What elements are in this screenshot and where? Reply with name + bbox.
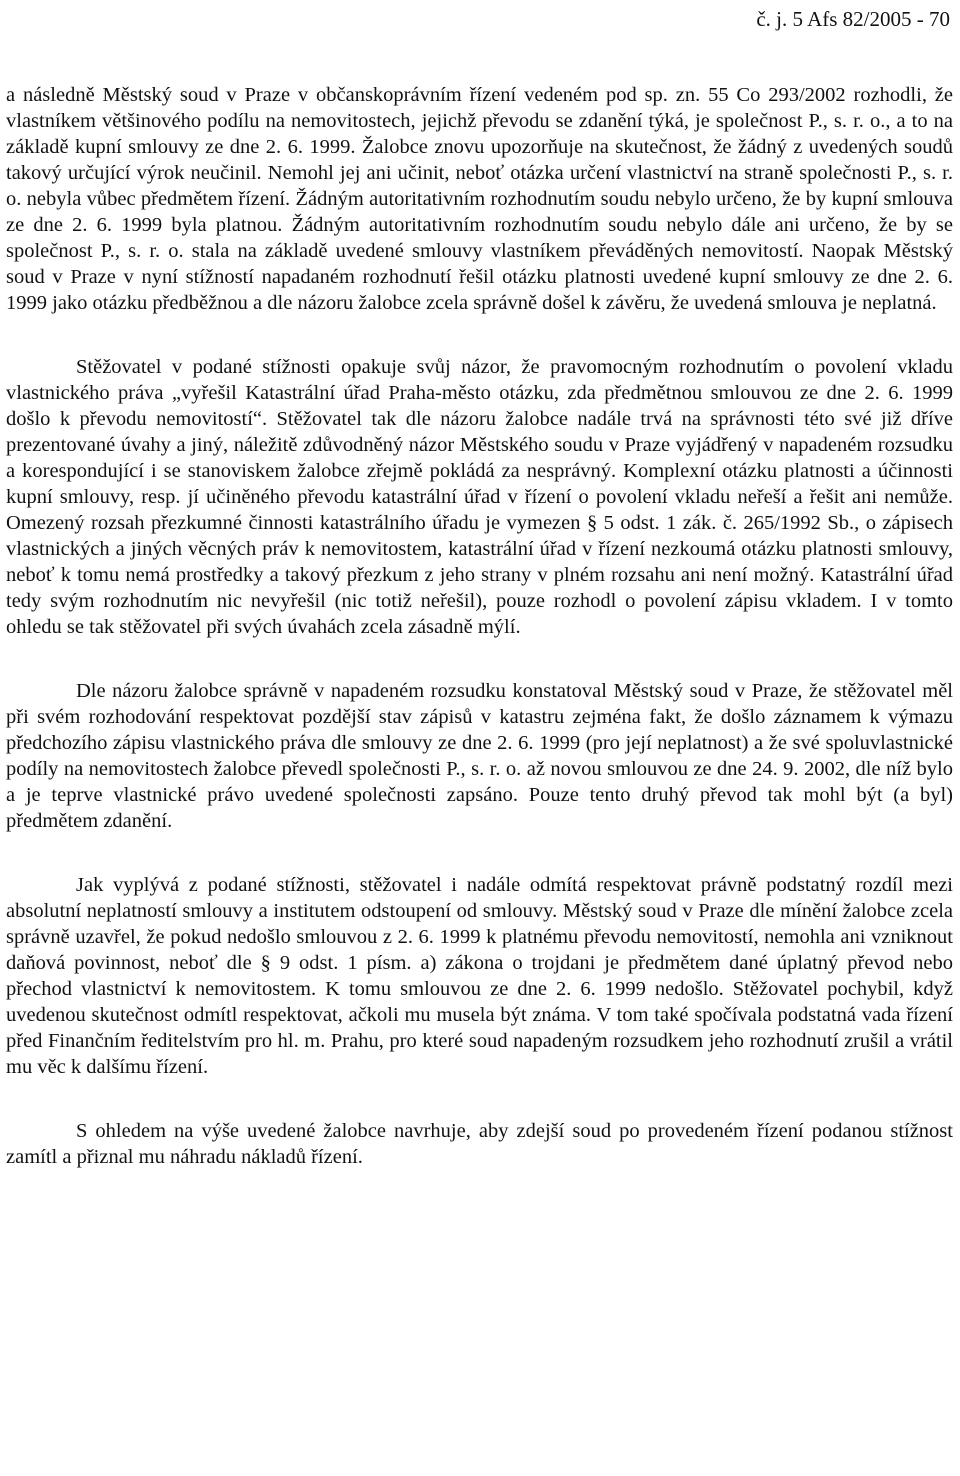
case-reference: č. j. 5 Afs 82/2005 - 70: [756, 7, 950, 31]
paragraph-spacer: [6, 640, 953, 678]
paragraph-4: Jak vyplývá z podané stížnosti, stěžovatel i nadále odmítá respektovat právně podstatný rozdíl mezi absolutní neplatností smlouvy a institutem odstoupení od smlouvy. Městský soud v Praze dle mínění žalobce zcela správně uzavřel, že pokud nedošlo smlouvou z 2. 6. 1999 k platnému převodu nemovitostí, nemohla ani vzniknout daňová povinnost, neboť dle § 9 odst. 1 písm. a) zákona o trojdani je předmětem dané úplatný převod nebo přechod vlastnictví k nemovitostem. K tomu smlouvou ze dne 2. 6. 1999 nedošlo. Stěžovatel pochybil, když uvedenou skutečnost odmítl respektovat, ačkoli mu musela být známa. V tom také spočívala podstatná vada řízení před Finančním ředitelstvím pro hl. m. Prahu, pro které soud napadeným rozsudkem jeho rozhodnutí zrušil a vrátil mu věc k dalšímu řízení.: [6, 874, 953, 1078]
paragraph-spacer: [6, 834, 953, 872]
paragraph-1: a následně Městský soud v Praze v občanskoprávním řízení vedeném pod sp. zn. 55 Co 293/2002 rozhodli, že vlastníkem většinového podílu na nemovitostech, jejichž převodu se zdanění týká, je společnost P., s. r. o., a to na základě kupní smlouvy ze dne 2. 6. 1999. Žalobce znovu upozorňuje na skutečnost, že žádný z uvedených soudů takový určující výrok neučinil. Nemohl jej ani učinit, neboť otázka určení vlastnictví na straně společnosti P., s. r. o. nebyla vůbec předmětem řízení. Žádným autoritativním rozhodnutím soudu nebylo určeno, že by kupní smlouva ze dne 2. 6. 1999 byla platnou. Žádným autoritativním rozhodnutím soudu nebylo dále ani určeno, že by se společnost P., s. r. o. stala na základě uvedené smlouvy vlastníkem převáděných nemovitostí. Naopak Městský soud v Praze v nyní stížností napadaném rozhodnutí řešil otázku platnosti uvedené kupní smlouvy ze dne 2. 6. 1999 jako otázku předběžnou a dle názoru žalobce zcela správně došel k závěru, že uvedená smlouva je neplatná.: [6, 84, 953, 314]
paragraph-spacer: [6, 316, 953, 354]
paragraph-3: Dle názoru žalobce správně v napadeném rozsudku konstatoval Městský soud v Praze, že stěžovatel měl při svém rozhodování respektovat pozdější stav zápisů v katastru zejména fakt, že došlo záznamem k výmazu předchozího zápisu vlastnického práva dle smlouvy ze dne 2. 6. 1999 (pro její neplatnost) a že své spoluvlastnické podíly na nemovitostech žalobce převedl společnosti P., s. r. o. až novou smlouvou ze dne 24. 9. 2002, dle níž bylo a je teprve vlastnické právo uvedené společnosti zapsáno. Pouze tento druhý převod tak mohl být (a byl) předmětem zdanění.: [6, 680, 953, 832]
document-body: [6, 82, 953, 1170]
paragraph-spacer: [6, 1080, 953, 1118]
paragraph-2: Stěžovatel v podané stížnosti opakuje svůj názor, že pravomocným rozhodnutím o povolení vkladu vlastnického práva „vyřešil Katastrální úřad Praha-město otázku, zda předmětnou smlouvou ze dne 2. 6. 1999 došlo k převodu nemovitostí“. Stěžovatel tak dle názoru žalobce nadále trvá na správnosti této své již dříve prezentované úvahy a jiný, náležitě zdůvodněný názor Městského soudu v Praze vyjádřený v napadeném rozsudku a korespondující i se stanoviskem žalobce zřejmě pokládá za nesprávný. Komplexní otázku platnosti a účinnosti kupní smlouvy, resp. jí učiněného převodu katastrální úřad v řízení o povolení vkladu neřeší a řešit ani nemůže. Omezený rozsah přezkumné činnosti katastrálního úřadu je vymezen § 5 odst. 1 zák. č. 265/1992 Sb., o zápisech vlastnických a jiných věcných práv k nemovitostem, katastrální úřad v řízení nezkoumá otázku platnosti smlouvy, neboť k tomu nemá prostředky a takový přezkum z jeho strany v plném rozsahu ani není možný. Katastrální úřad tedy svým rozhodnutím nic nevyřešil (nic totiž neřešil), pouze rozhodl o povolení zápisu vkladem. I v tomto ohledu se tak stěžovatel při svých úvahách zcela zásadně mýlí.: [6, 356, 953, 638]
paragraph-5: S ohledem na výše uvedené žalobce navrhuje, aby zdejší soud po provedeném řízení podanou stížnost zamítl a přiznal mu náhradu nákladů řízení.: [6, 1120, 953, 1168]
